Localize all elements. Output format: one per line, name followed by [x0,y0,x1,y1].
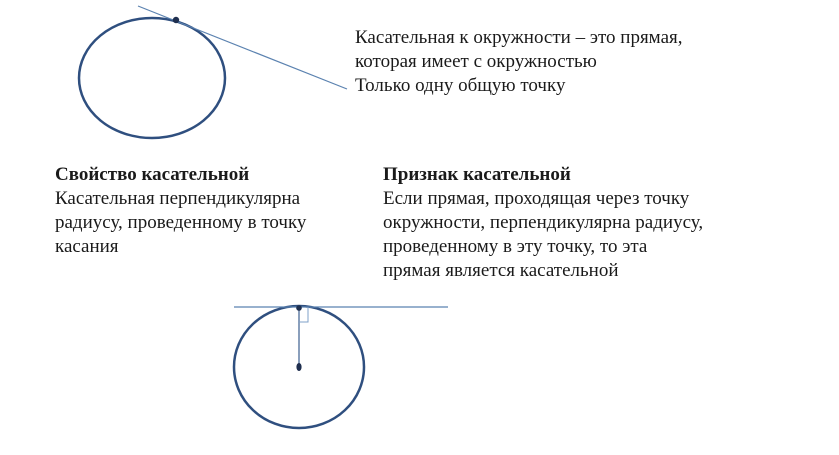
property-title: Свойство касательной [55,164,250,185]
criterion-line: окружности, перпендикулярна радиусу, [383,212,704,233]
criterion-line: прямая является касательной [383,260,619,281]
tangent-figure-top [79,6,347,138]
criterion-line: Если прямая, проходящая через точку [383,188,690,209]
tangent-line-top [138,6,347,89]
tangent-definition [355,26,683,98]
tangent-property [55,163,306,259]
property-line: Касательная перпендикулярна [55,188,301,209]
property-line: радиусу, проведенному в точку [55,212,307,233]
property-line: касания [55,236,119,257]
tangent-point-bottom [296,305,302,311]
definition-line: Только одну общую точку [355,75,566,96]
circle-top [79,18,225,138]
tangent-point-top [173,17,179,23]
tangent-figure-bottom [234,305,448,428]
definition-line: Касательная к окружности – это прямая, [355,27,683,48]
criterion-title: Признак касательной [383,164,571,185]
criterion-line: проведенному в эту точку, то эта [383,236,648,257]
definition-line: которая имеет с окружностью [355,51,597,72]
tangent-criterion [383,163,703,283]
center-point [296,363,301,371]
